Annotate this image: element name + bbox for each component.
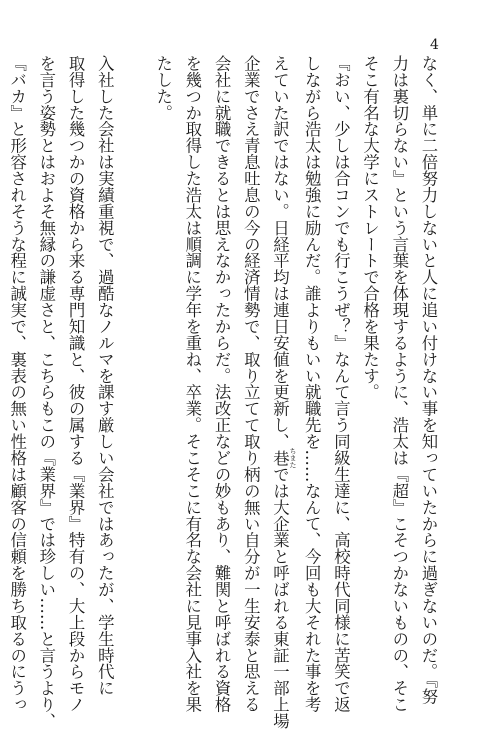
- text-line: を幾つか取得した浩太は順調に学年を重ね、卒業。そこそこに有名な会社に見事入社を果: [182, 55, 202, 713]
- page-number: 4: [430, 37, 439, 53]
- vertical-text-body: [0, 55, 443, 729]
- text-line: えていた訳ではない。日経平均は連日安値を更新し、巷 ちまたでは大企業と呼ばれる東証一部上場: [270, 55, 297, 729]
- text-line: たした。: [153, 55, 173, 121]
- text-line: 『バカ』と形容されそうな程に誠実で、裏表の無い性格は顧客の信頼を勝ち取るのにうっ: [7, 55, 27, 713]
- text-line: なく、単に二倍努力しないと人に追い付けない事を知っていたからに過ぎないのだ。『努: [419, 55, 438, 705]
- text-line: 会社に就職できるとは思えなかったからだ。法改正などの妙もあり、難関と呼ばれる資格: [212, 55, 232, 713]
- text-line: 取得した幾つかの資格から来る専門知識と、彼の属する『業界』特有の、大上段からモノ: [66, 55, 86, 713]
- text-line: そこ有名な大学にストレートで合格を果たす。: [360, 55, 380, 401]
- text-line: しながら浩太は勉強に励んだ。誰よりもいい就職先を……なんて、今回も大それた事を考: [302, 55, 322, 713]
- text-line: 入社した会社は実績重視で、過酷なノルマを課す厳しい会社ではあったが、学生時代に: [95, 55, 115, 697]
- text-line: 企業でさえ青息吐息の今の経済情勢で、取り立てて取り柄の無い自分が一生安泰と思える: [241, 55, 261, 713]
- paragraph-3: [0, 55, 119, 729]
- text-line: を言う姿勢とはおよそ無縁の謙虚さと、こちらもこの『業界』では珍しい……と言うより、: [36, 55, 56, 729]
- text-line: 『おい、少しは合コンでも行こうぜ？』なんて言う同級生達に、高校時代同様に苦笑で返: [331, 55, 351, 713]
- ruby-annotation: 巷 ちまた: [270, 447, 297, 469]
- paragraph-2: [148, 55, 355, 729]
- paragraph-1: [355, 55, 443, 713]
- text-line: 力は裏切らない』という言葉を体現するように、浩太は『超』こそつかないものの、そこ: [389, 55, 409, 713]
- paragraph-gap: [119, 55, 148, 667]
